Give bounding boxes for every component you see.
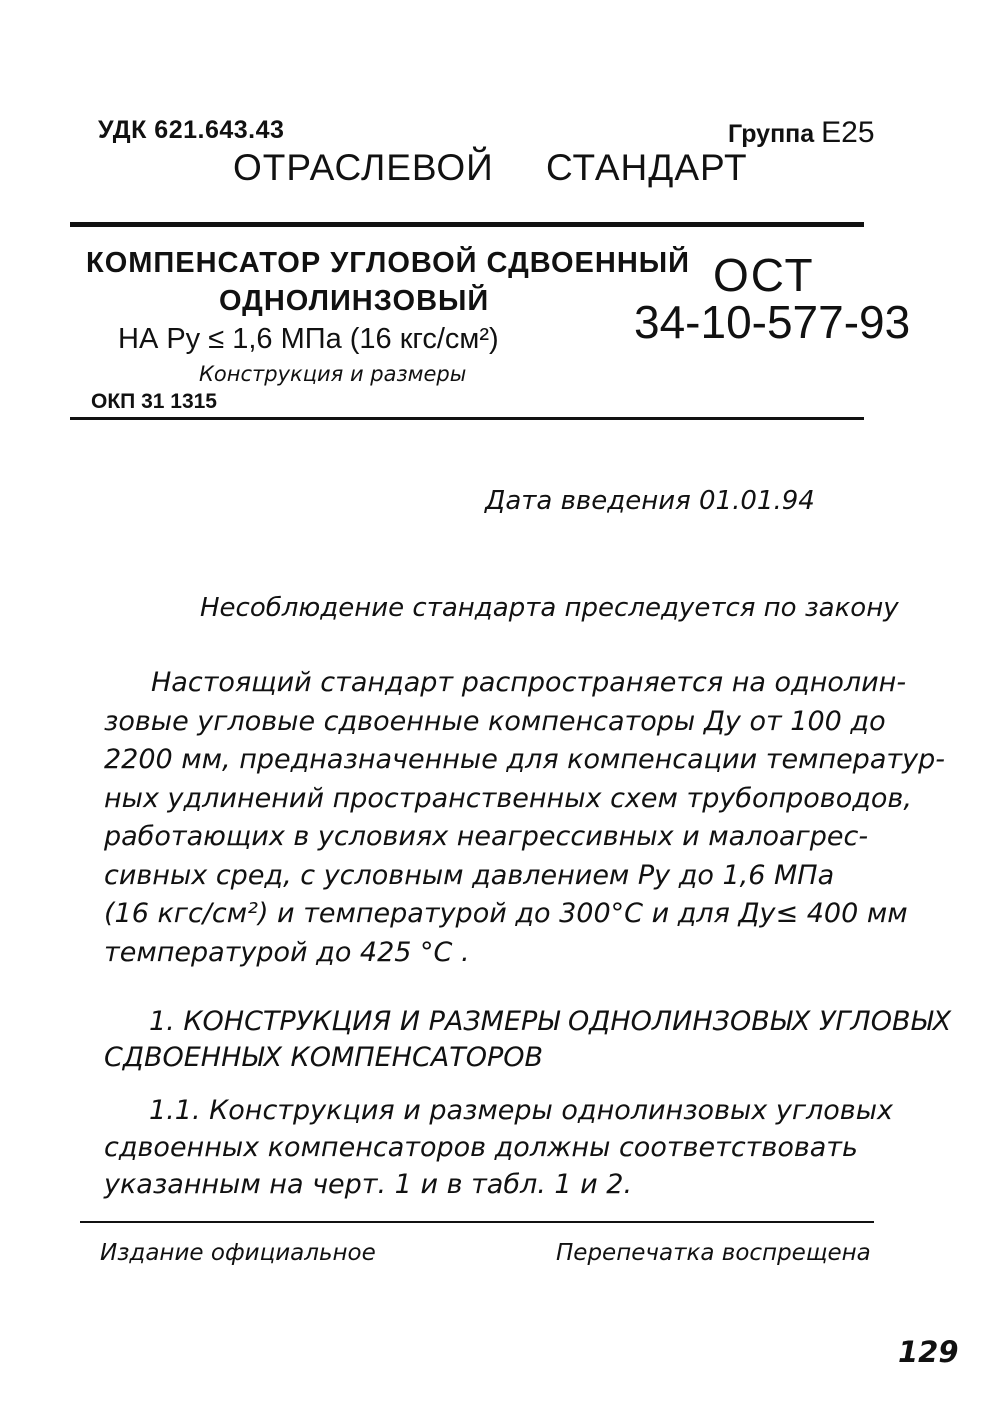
header-divider — [70, 222, 864, 227]
intro-date: Дата введения 01.01.94 — [485, 486, 815, 516]
standard-number: 34-10-577-93 — [634, 296, 911, 348]
section-heading — [104, 1004, 952, 1076]
page-number: 129 — [898, 1335, 959, 1369]
standard-label: ОСТ — [713, 249, 815, 301]
title-divider — [70, 417, 864, 420]
document-title-line2: ОДНОЛИНЗОВЫЙ — [219, 285, 490, 317]
footer-official-edition: Издание официальное — [100, 1240, 376, 1266]
group-label: Группа — [728, 120, 815, 148]
okp-code: ОКП 31 1315 — [91, 390, 217, 413]
document-title-line3: НА Ру ≤ 1,6 МПа (16 кгс/см²) — [118, 323, 499, 355]
legal-notice: Несоблюдение стандарта преследуется по закону — [200, 593, 899, 623]
clause-1-1 — [104, 1092, 904, 1203]
group-code — [728, 116, 875, 150]
paragraph-line: сивных сред, с условным давлением Ру до 1,6 МПа — [104, 859, 835, 891]
paragraph-line: Настоящий стандарт распространяется на однолин- — [151, 667, 907, 698]
clause-line: указанным на черт. 1 и в табл. 1 и 2. — [104, 1169, 633, 1200]
paragraph-line: зовые угловые сдвоенные компенсаторы Ду от 100 до — [104, 705, 886, 737]
document-title-line1: КОМПЕНСАТОР УГЛОВОЙ СДВОЕННЫЙ — [86, 247, 691, 279]
section-heading-line: СДВОЕННЫХ КОМПЕНСАТОРОВ — [104, 1042, 544, 1073]
document-subtitle: Конструкция и размеры — [199, 362, 467, 386]
clause-line: сдвоенных компенсаторов должны соответствовать — [104, 1132, 858, 1163]
paragraph-line: (16 кгс/см²) и температурой до 300°С и для Ду≤ 400 мм — [104, 898, 908, 929]
paragraph-line: ных удлинений пространственных схем трубопроводов, — [104, 782, 912, 814]
udk-code: УДК 621.643.43 — [98, 116, 285, 144]
paragraph-line: 2200 мм, предназначенные для компенсации температур- — [104, 744, 945, 775]
paragraph-line: работающих в условиях неагрессивных и малоагрес- — [104, 821, 869, 852]
footer-divider — [80, 1221, 874, 1223]
footer-reprint-prohibited: Перепечатка воспрещена — [556, 1240, 871, 1266]
paragraph-line: температурой до 425 °С . — [104, 936, 470, 968]
group-value: Е25 — [821, 116, 875, 149]
scope-paragraph — [104, 664, 945, 972]
section-heading-line: 1. КОНСТРУКЦИЯ И РАЗМЕРЫ ОДНОЛИНЗОВЫХ УГЛОВЫХ — [149, 1006, 952, 1037]
header-title-industry: ОТРАСЛЕВОЙ — [233, 147, 494, 188]
clause-line: 1.1. Конструкция и размеры однолинзовых угловых — [149, 1095, 894, 1126]
header-title-standard: СТАНДАРТ — [546, 147, 748, 188]
